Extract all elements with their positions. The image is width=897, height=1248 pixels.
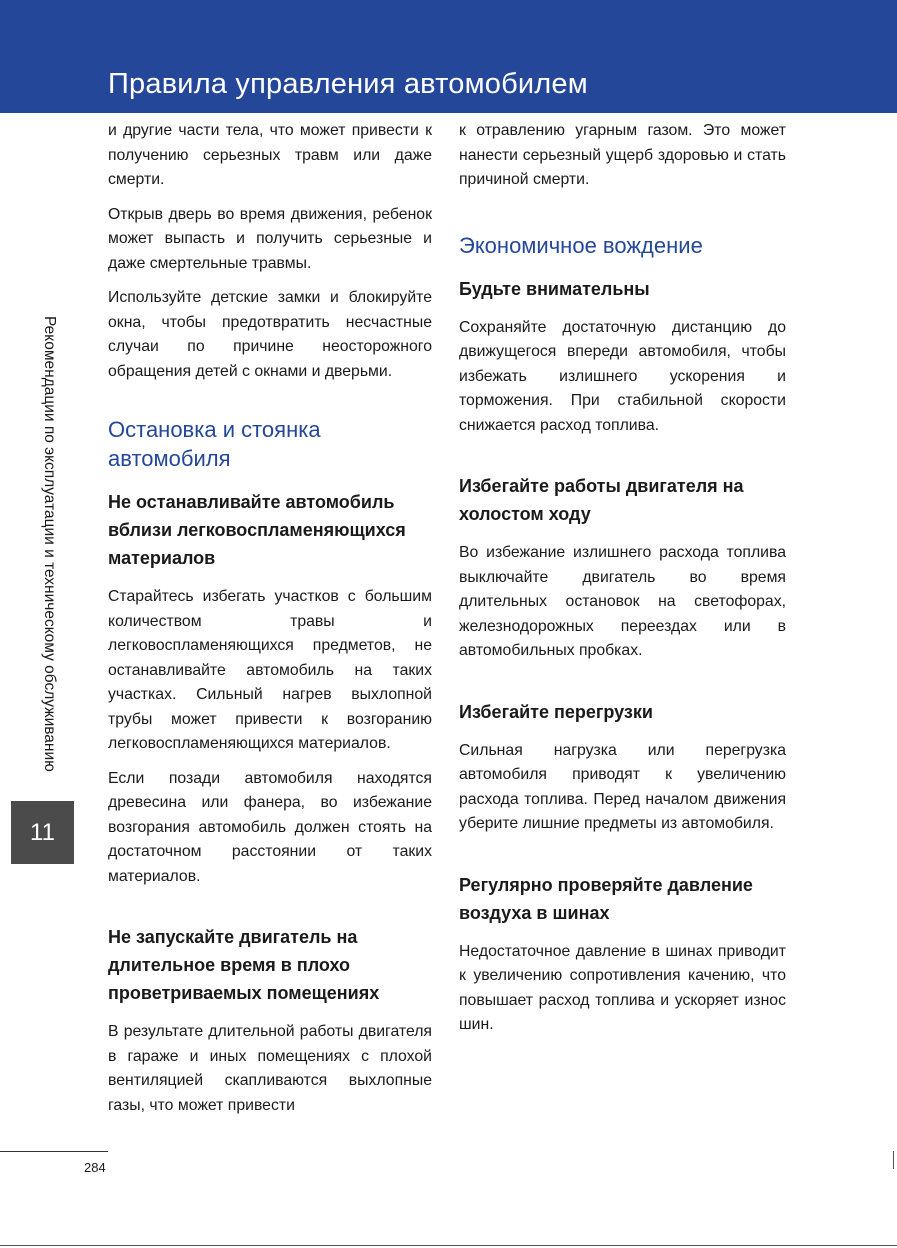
paragraph: Во избежание излишнего расхода топлива выключайте двигатель во время длительных остановок на светофорах, железнодорожных переездах или в автомобильных пробках. xyxy=(459,544,786,659)
subheading-flammable: Не останавливайте автомобиль вблизи легковоспламеняющихся материалов xyxy=(108,492,406,568)
subheading-attentive: Будьте внимательны xyxy=(459,278,650,299)
paragraph: Старайтесь избегать участков с большим количеством травы и легковоспламеняющихся предметов, не останавливайте автомобиль на таких участках. Сильный нагрев выхлопной трубы может привести к возгоранию легковоспламеняющихся материалов. xyxy=(108,588,432,752)
chapter-side-label: Рекомендации по эксплуатации и техническому обслуживанию xyxy=(41,316,58,772)
chapter-number-tab: 11 xyxy=(11,801,74,864)
bottom-border xyxy=(0,1245,897,1246)
paragraph: В результате длительной работы двигателя в гараже и иных помещениях с плохой вентиляцией скапливаются выхлопные газы, что может привести xyxy=(108,1023,432,1114)
subheading-tire-pressure: Регулярно проверяйте давление воздуха в шинах xyxy=(459,874,753,923)
right-column xyxy=(459,119,786,1038)
paragraph: и другие части тела, что может привести к получению серьезных травм или даже смерти. xyxy=(108,122,432,188)
paragraph: к отравлению угарным газом. Это может нанести серьезный ущерб здоровью и стать причиной смерти. xyxy=(459,122,786,188)
header-banner xyxy=(0,0,897,113)
section-heading-economy: Экономичное вождение xyxy=(459,232,703,258)
crop-mark xyxy=(893,1151,894,1169)
paragraph: Используйте детские замки и блокируйте окна, чтобы предотвратить несчастные случаи по причине неосторожного обращения детей с окнами и дверьми. xyxy=(108,289,432,380)
section-heading-parking: Остановка и стоянка автомобиля xyxy=(108,417,321,471)
page-title: Правила управления автомобилем xyxy=(108,68,588,100)
paragraph: Недостаточное давление в шинах приводит к увеличению сопротивления качению, что повышает расход топлива и ускоряет износ шин. xyxy=(459,942,786,1033)
subheading-idle: Избегайте работы двигателя на холостом ходу xyxy=(459,476,744,524)
subheading-ventilation: Не запускайте двигатель на длительное время в плохо проветриваемых помещениях xyxy=(108,927,380,1003)
paragraph: Открыв дверь во время движения, ребенок может выпасть и получить серьезные и даже смертельные травмы. xyxy=(108,205,432,272)
paragraph: Если позади автомобиля находятся древесина или фанера, во избежание возгорания автомобиль должен стоять на достаточном расстоянии от таких материалов. xyxy=(108,769,432,885)
paragraph: Сильная нагрузка или перегрузка автомобиля приводят к увеличению расхода топлива. Перед началом движения уберите лишние предметы из автомобиля. xyxy=(459,741,786,832)
subheading-overload: Избегайте перегрузки xyxy=(459,701,653,722)
footer-divider xyxy=(0,1151,108,1152)
paragraph: Сохраняйте достаточную дистанцию до движущегося впереди автомобиля, чтобы избежать излишнего ускорения и торможения. При стабильной скорости снижается расход топлива. xyxy=(459,318,786,434)
left-column xyxy=(108,119,432,1118)
page-number: 284 xyxy=(84,1160,106,1175)
